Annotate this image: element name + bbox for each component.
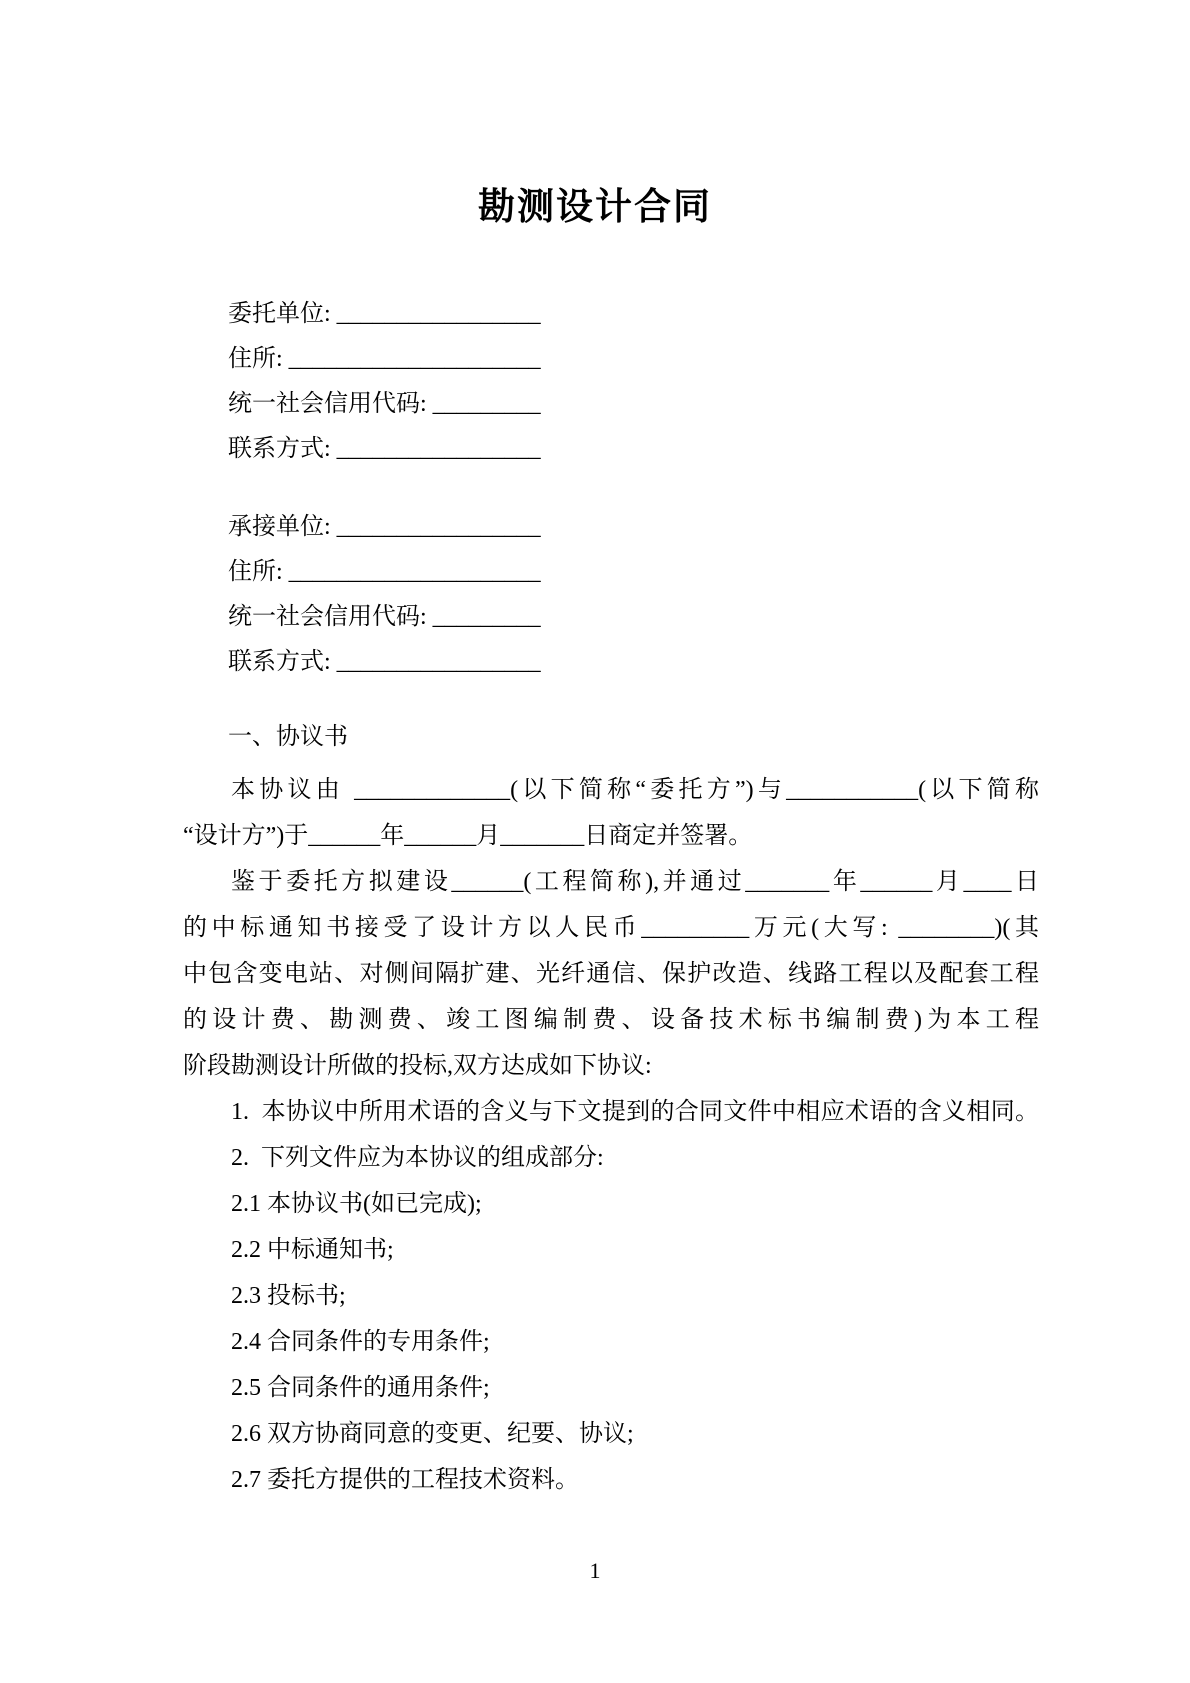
agreement-line: 阶段勘测设计所做的投标,双方达成如下协议: (183, 1053, 652, 1079)
client-party-block (183, 292, 1039, 472)
agreement-line: 的中标通知书接受了设计方以人民币_________万元(大写: ________)(其 (183, 915, 1039, 941)
heading-spacer (183, 685, 1039, 714)
client-credit-code-line: 统一社会信用代码: _________ (228, 391, 541, 417)
page-number: 1 (589, 1558, 601, 1583)
agreement-list-item-1: 1. 本协议中所用术语的含义与下文提到的合同文件中相应术语的含义相同。 (231, 1099, 1039, 1125)
agreement-list-item-2: 2. 下列文件应为本协议的组成部分: (231, 1145, 604, 1171)
agreement-line: 中包含变电站、对侧间隔扩建、光纤通信、保护改造、线路工程以及配套工程 (183, 961, 1039, 987)
agreement-line: 的设计费、勘测费、竣工图编制费、设备技术标书编制费)为本工程 (183, 1007, 1039, 1033)
contractor-address-line: 住所: _____________________ (228, 559, 541, 585)
block-spacer (183, 472, 1039, 505)
agreement-list-item-2-7: 2.7 委托方提供的工程技术资料。 (231, 1467, 579, 1493)
agreement-line: 鉴于委托方拟建设______(工程简称),并通过_______年______月____日 (231, 869, 1039, 895)
contractor-party-block (183, 505, 1039, 685)
agreement-list-item-2-1: 2.1 本协议书(如已完成); (231, 1191, 482, 1217)
client-contact-line: 联系方式: _________________ (228, 436, 541, 462)
agreement-list-item-2-4: 2.4 合同条件的专用条件; (231, 1329, 490, 1355)
document-body (183, 292, 1039, 1503)
contractor-unit-line: 承接单位: _________________ (228, 514, 541, 540)
agreement-list-item-2-2: 2.2 中标通知书; (231, 1237, 394, 1263)
client-unit-line: 委托单位: _________________ (228, 301, 541, 327)
agreement-line: 本协议由 _____________(以下简称“委托方”)与___________(以下简称 (231, 777, 1039, 803)
agreement-list-item-2-6: 2.6 双方协商同意的变更、纪要、协议; (231, 1421, 634, 1447)
document-title: 勘测设计合同 (478, 187, 712, 228)
agreement-list-item-2-5: 2.5 合同条件的通用条件; (231, 1375, 490, 1401)
agreement-list-item-2-3: 2.3 投标书; (231, 1283, 346, 1309)
agreement-section-heading: 一、协议书 (228, 724, 348, 750)
client-address-line: 住所: _____________________ (228, 346, 541, 372)
contractor-contact-line: 联系方式: _________________ (228, 649, 541, 675)
contractor-credit-code-line: 统一社会信用代码: _________ (228, 604, 541, 630)
body-spacer (183, 760, 1039, 767)
agreement-line: “设计方”)于______年______月_______日商定并签署。 (183, 823, 753, 849)
